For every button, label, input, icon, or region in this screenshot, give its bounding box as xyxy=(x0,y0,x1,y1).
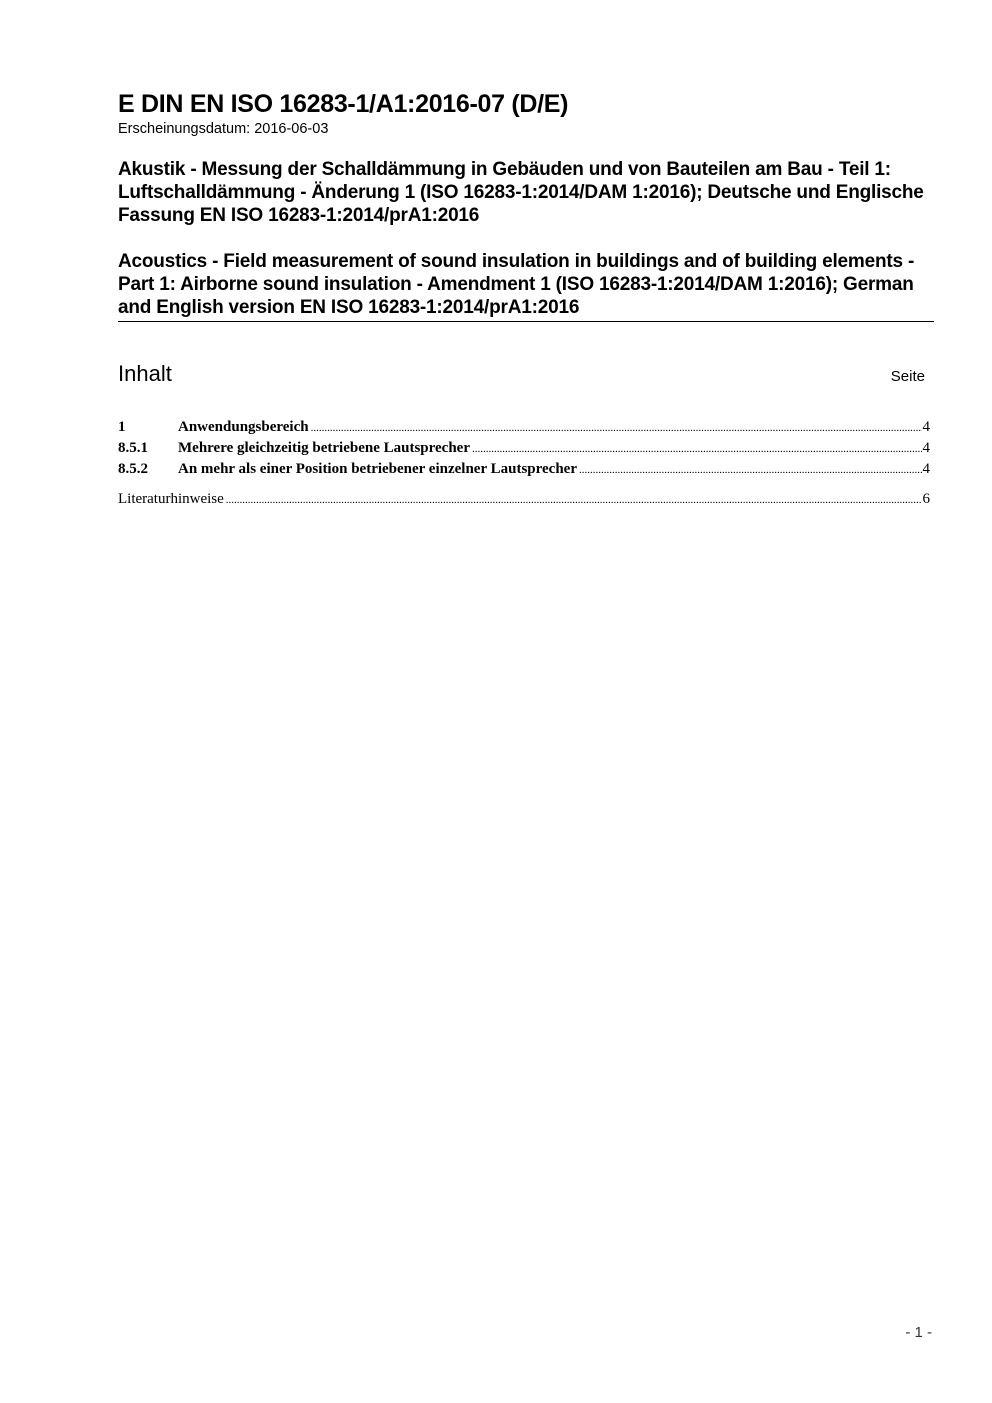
publication-date: Erscheinungsdatum: 2016-06-03 xyxy=(118,121,329,137)
toc-entry[interactable] xyxy=(118,459,930,480)
toc-entry-page: 4 xyxy=(922,440,930,456)
toc-entry-page: 4 xyxy=(922,419,930,435)
toc-entry-title[interactable]: Anwendungsbereich xyxy=(178,419,309,435)
toc-heading: Inhalt xyxy=(118,361,172,386)
document-id: E DIN EN ISO 16283-1/A1:2016-07 (D/E) xyxy=(118,90,569,118)
toc-entry[interactable] xyxy=(118,489,930,510)
page-number: - 1 - xyxy=(905,1324,932,1341)
toc-dot-leader xyxy=(579,460,922,480)
title-english: Acoustics - Field measurement of sound insulation in buildings and of building elements - Part 1: Airborne sound insulation - Amendment 1 (ISO 16283-1:2014/DAM 1:2016); German and English version EN ISO 16283-1:2014/prA1:2016 xyxy=(118,251,915,318)
title-divider xyxy=(118,321,934,322)
toc-dot-leader xyxy=(472,439,922,459)
toc-entry-number: 1 xyxy=(118,419,126,435)
table-of-contents xyxy=(118,417,930,510)
toc-entry-title[interactable]: An mehr als einer Position betriebener einzelner Lautsprecher xyxy=(178,461,577,477)
toc-entry-number: 8.5.1 xyxy=(118,440,148,456)
toc-entry[interactable] xyxy=(118,417,930,438)
title-german: Akustik - Messung der Schalldämmung in Gebäuden und von Bauteilen am Bau - Teil 1: Luftschalldämmung - Änderung 1 (ISO 16283-1:2014/DAM 1:2016); Deutsche und Englische Fassung EN ISO 16283-1:2014/prA1:2016 xyxy=(118,159,924,226)
toc-page-label: Seite xyxy=(890,368,925,385)
toc-entry-title[interactable]: Mehrere gleichzeitig betriebene Lautsprecher xyxy=(178,440,470,456)
toc-entry[interactable] xyxy=(118,438,930,459)
toc-entry-page: 6 xyxy=(922,491,930,507)
toc-entry-title[interactable]: Literaturhinweise xyxy=(118,491,224,507)
toc-entry-page: 4 xyxy=(922,461,930,477)
toc-dot-leader xyxy=(226,490,922,510)
toc-entry-number: 8.5.2 xyxy=(118,461,148,477)
toc-dot-leader xyxy=(311,418,922,438)
